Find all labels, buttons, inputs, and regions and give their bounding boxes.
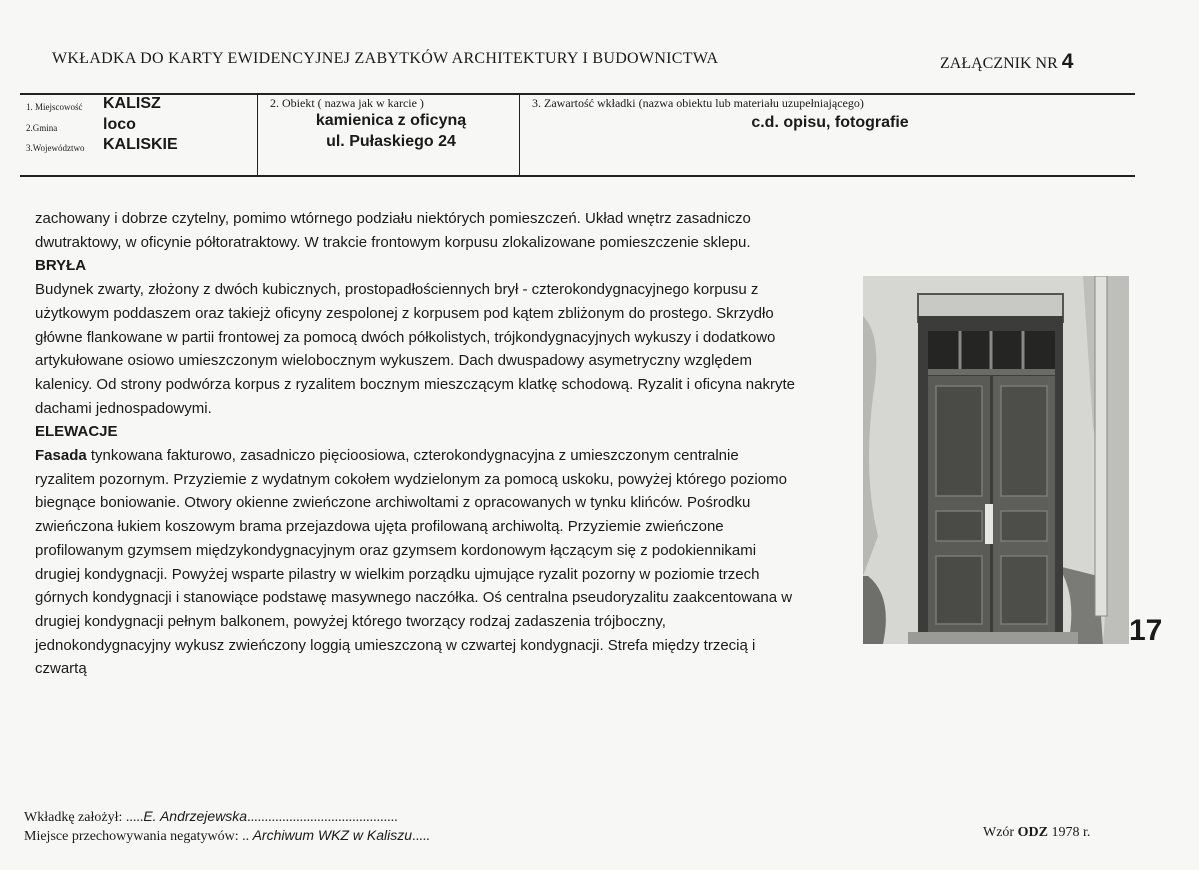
fasada-text: tynkowana fakturowo, zasadniczo pięcioosiowa, czterokondygnacyjna z umieszczonym centralnie ryzalitem pozornym. Przyziemie z wydatnym cokołem wydzielonym za pomocą uskoku, powyżej którego poziomo biegnące boniowanie. Otwory okienne zwieńczone archiwoltami z opracowanych w tynku klińców. Pośrodku zwieńczona łukiem koszowym brama przejazdowa ujęta profilowaną archiwoltą. Przyziemie zwieńczone profilowanym gzymsem międzykondygnacyjnym oraz gzymsem kordonowym łączącym się z podokiennikami drugiej kondygnacji. Powyżej wsparte pilastry w wielkim porządku ujmujące ryzalit pozorny w poziomie trzech górnych kondygnacji i stanowiące podstawę masywnego naczółka. Oś centralna pseudoryzalitu zaakcentowana w drugiej kondygnacji pełnym balkonem, powyżej którego tworzący rodzaj zadaszenia trójboczny, jednokondygnacyjny wykusz zwieńczony loggią umieszczoną w czwartej kondygnacji. Strefa między trzecią i czwartą	[35, 447, 793, 678]
annex-number: 4	[1061, 50, 1074, 73]
door-photo	[863, 276, 1129, 644]
wojewodztwo-value: KALISKIE	[103, 136, 178, 153]
author-label: Wkładkę założył: .....	[24, 810, 144, 825]
form-top-rule	[20, 93, 1135, 95]
wzor-code: ODZ	[1017, 825, 1048, 840]
obiekt-address: ul. Pułaskiego 24	[326, 133, 456, 150]
author-dots: ...........................................	[247, 810, 398, 825]
annex-label	[940, 50, 1073, 74]
photo-number: 17	[1129, 614, 1163, 647]
wzor-year: 1978 r.	[1047, 825, 1091, 840]
heading-bryla: BRYŁA	[35, 257, 87, 275]
miejscowosc-label: 1. Miejscowość	[26, 102, 83, 112]
door-handle	[985, 504, 993, 544]
author-value: E. Andrzejewska	[143, 808, 248, 824]
wzor-label: Wzór	[983, 825, 1018, 840]
gmina-label: 2.Gmina	[26, 123, 58, 133]
negatives-label: Miejsce przechowywania negatywów: ..	[24, 829, 253, 844]
miejscowosc-value: KALISZ	[103, 95, 161, 112]
document-title: WKŁADKA DO KARTY EWIDENCYJNEJ ZABYTKÓW ARCHITEKTURY I BUDOWNICTWA	[52, 50, 719, 67]
description-text	[35, 207, 795, 681]
form-template-label	[983, 825, 1090, 841]
annex-label-text: ZAŁĄCZNIK NR	[940, 55, 1058, 72]
zawartosc-value: c.d. opisu, fotografie	[751, 114, 909, 131]
paragraph-intro: zachowany i dobrze czytelny, pomimo wtórnego podziału niektórych pomieszczeń. Układ wnętrz zasadniczo dwutraktowy, w oficynie półtoratraktowy. W trakcie frontowym korpusu zlokalizowane pomieszczenie sklepu.	[35, 210, 751, 251]
footer-negatives	[24, 827, 430, 845]
form-divider-1	[257, 93, 258, 177]
gmina-value: loco	[103, 116, 136, 133]
paragraph-fasada	[35, 444, 795, 681]
drainpipe	[1095, 276, 1107, 616]
paragraph-bryla: Budynek zwarty, złożony z dwóch kubicznych, prostopadłościennych brył - czterokondygnacyjnego korpusu z użytkowym poddaszem oraz takiejż oficyny zespolonej z korpusem pod kątem zbliżonym do prostego. Skrzydło główne flankowane w partii frontowej za pomocą dwóch półkolistych, trójkondygnacyjnych wykuszy i dodatkowo artykułowane osiowo umieszczonym wielobocznym wykuszem. Dach dwuspadowy asymetryczny względem kalenicy. Od strony podwórza korpus z ryzalitem bocznym mieszczącym klatkę schodową. Ryzalit i oficyna nakryte dachami jednospadowymi.	[35, 281, 795, 417]
footer-author	[24, 808, 398, 826]
obiekt-label: 2. Obiekt ( nazwa jak w karcie )	[270, 96, 424, 110]
heading-elewacje: ELEWACJE	[35, 423, 118, 441]
wojewodztwo-label: 3.Województwo	[26, 143, 85, 153]
zawartosc-label: 3. Zawartość wkładki (nazwa obiektu lub materiału uzupełniającego)	[532, 96, 864, 110]
negatives-dots: .....	[412, 829, 430, 844]
form-bottom-rule	[20, 175, 1135, 177]
negatives-value: Archiwum WKZ w Kaliszu	[252, 827, 413, 843]
obiekt-name: kamienica z oficyną	[315, 112, 467, 129]
fasada-label: Fasada	[35, 447, 87, 465]
